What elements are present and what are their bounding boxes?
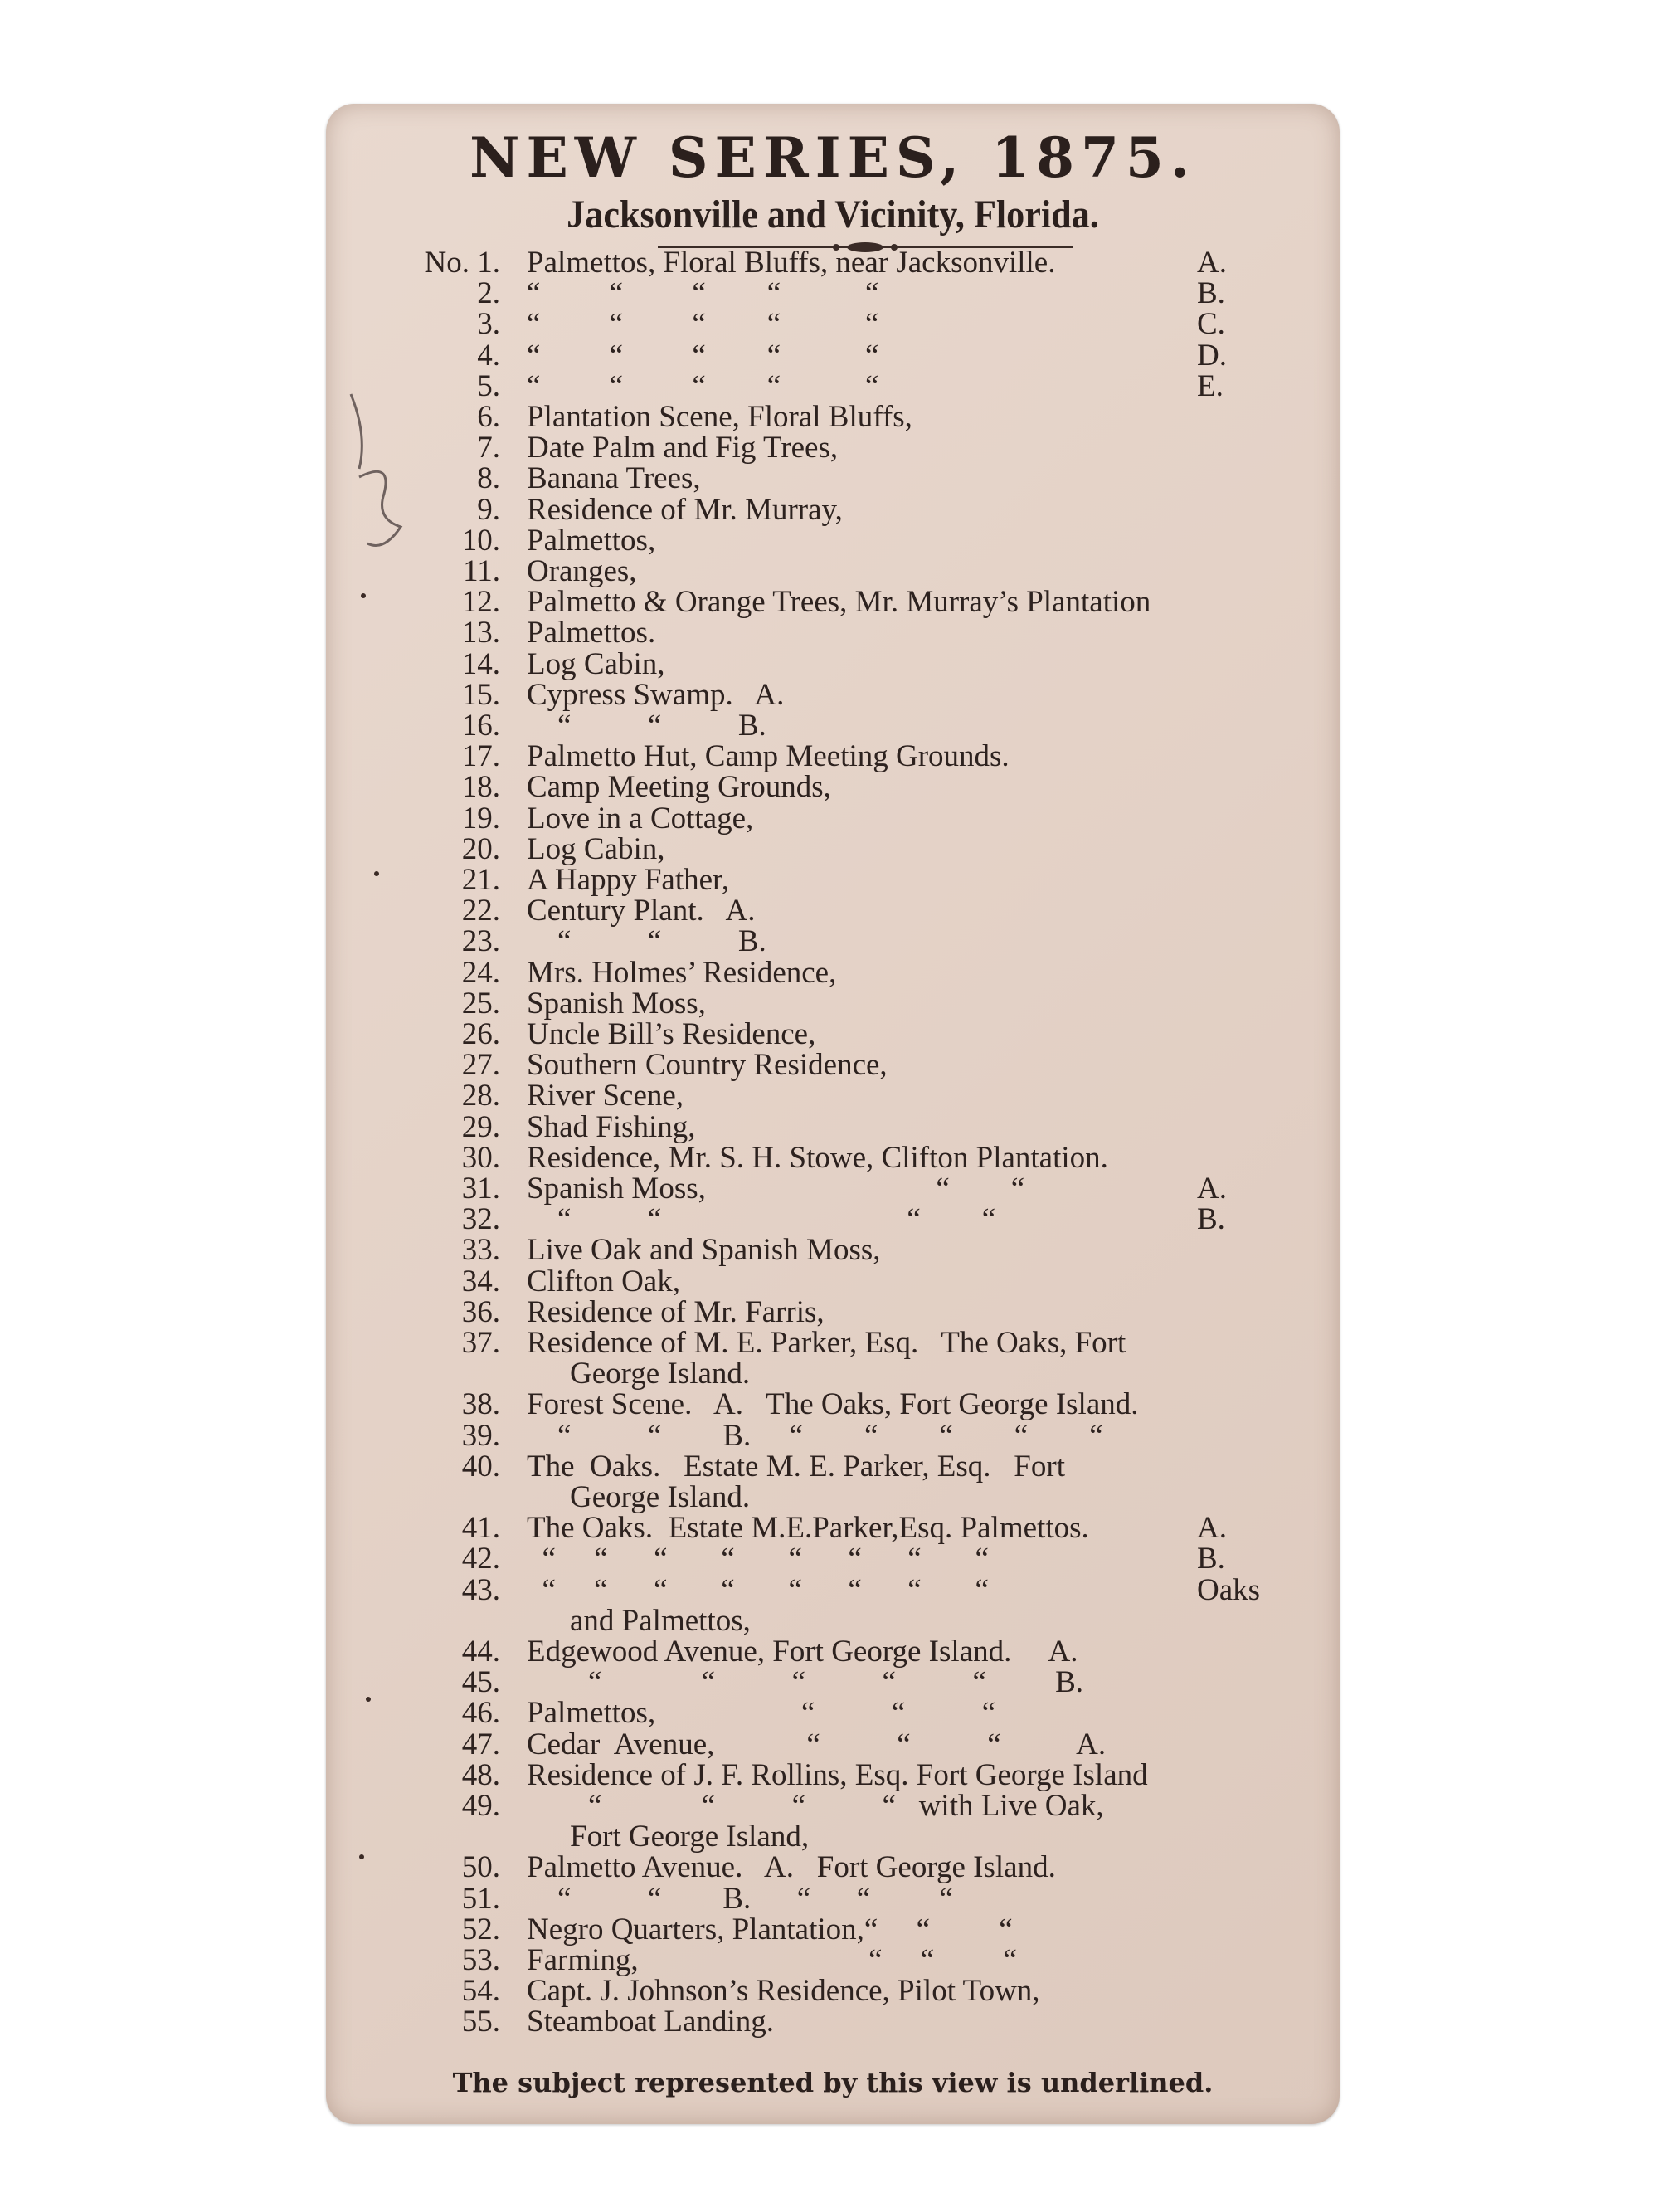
list-entry — [326, 1572, 1340, 1607]
entry-title: Farming, “ “ “ — [527, 1943, 1017, 1977]
list-entry — [326, 769, 1340, 805]
list-entry — [326, 2004, 1340, 2039]
entry-number: 40. — [461, 1449, 500, 1484]
list-entry — [326, 1201, 1340, 1237]
list-entry — [326, 338, 1340, 373]
list-entry — [326, 1294, 1340, 1329]
entry-title: “ “ “ “ “ — [527, 338, 879, 373]
entry-title: Clifton Oak, — [527, 1264, 680, 1298]
entry-title: Residence of J. F. Rollins, Esq. Fort George Island — [527, 1757, 1148, 1792]
entry-number: 45. — [461, 1665, 500, 1700]
list-entry — [326, 1016, 1340, 1051]
entry-title: “ “ B. — [527, 924, 766, 959]
list-entry — [326, 1973, 1340, 2009]
entry-number: 14. — [461, 646, 500, 681]
entry-title: “ “ “ “ “ — [527, 276, 879, 311]
list-entry — [326, 1325, 1340, 1360]
list-entry-continuation — [326, 1819, 1340, 1854]
entry-title: Forest Scene. A. The Oaks, Fort George Island. — [527, 1387, 1139, 1422]
entry-number: 8. — [477, 461, 500, 496]
entry-number: 42. — [461, 1542, 500, 1576]
entry-title: Palmettos, “ “ “ — [527, 1696, 996, 1731]
entry-variant: E. — [1197, 368, 1224, 403]
list-entry — [326, 1541, 1340, 1576]
series-subtitle: Jacksonville and Vicinity, Florida. — [567, 192, 1099, 236]
entry-title: Palmettos, — [527, 523, 656, 558]
footer-note: The subject represented by this view is underlined. — [452, 2067, 1214, 2098]
entry-title: “ “ “ “ “ — [527, 307, 879, 342]
entry-title: Palmetto Hut, Camp Meeting Grounds. — [527, 739, 1010, 774]
entry-number: 37. — [461, 1326, 500, 1360]
list-entry — [326, 1881, 1340, 1916]
entry-title: River Scene, — [527, 1079, 684, 1113]
list-entry — [326, 738, 1340, 774]
entry-title: Cypress Swamp. A. — [527, 677, 785, 712]
entry-title: “ “ “ “ — [527, 1202, 996, 1237]
entry-continuation: Fort George Island, — [570, 1820, 810, 1854]
entry-number: 22. — [461, 894, 500, 928]
list-entry — [326, 1942, 1340, 1977]
entry-number: 41. — [461, 1511, 500, 1546]
list-entry — [326, 615, 1340, 650]
entry-number: 30. — [461, 1140, 500, 1175]
entry-number: 4. — [477, 338, 500, 373]
list-entry-continuation — [326, 1603, 1340, 1638]
list-entry — [326, 1510, 1340, 1546]
list-entry — [326, 1047, 1340, 1083]
entry-title: Palmettos, Floral Bluffs, near Jacksonville. — [527, 246, 1056, 280]
list-entry — [326, 1664, 1340, 1700]
entry-number: 55. — [461, 2005, 500, 2039]
list-entry — [326, 399, 1340, 434]
entry-number: 24. — [461, 955, 500, 990]
entry-number: 36. — [461, 1294, 500, 1329]
entry-number: 15. — [461, 677, 500, 712]
list-entry — [326, 368, 1340, 403]
foxing-spot — [366, 1697, 371, 1702]
entry-number: 12. — [461, 585, 500, 620]
entry-number: 28. — [461, 1079, 500, 1113]
list-entry — [326, 1849, 1340, 1885]
entry-number: 51. — [461, 1881, 500, 1916]
entry-variant: C. — [1197, 307, 1225, 342]
entry-title: Palmettos. — [527, 616, 656, 650]
entry-number: 16. — [461, 709, 500, 743]
entry-number: 21. — [461, 863, 500, 897]
list-entry — [326, 430, 1340, 465]
entry-title: Residence, Mr. S. H. Stowe, Clifton Plantation. — [527, 1140, 1108, 1175]
list-entry — [326, 831, 1340, 866]
entry-title: “ “ “ “ with Live Oak, — [527, 1789, 1104, 1823]
entry-number: 11. — [463, 554, 500, 588]
entry-title: Residence of M. E. Parker, Esq. The Oaks, Fort — [527, 1326, 1126, 1360]
entry-title: Log Cabin, — [527, 646, 665, 681]
entry-variant: B. — [1197, 276, 1225, 311]
entry-title: The Oaks. Estate M.E.Parker,Esq. Palmettos. — [527, 1511, 1089, 1546]
entry-title: Banana Trees, — [527, 461, 701, 496]
entry-title: Palmetto & Orange Trees, Mr. Murray’s Plantation — [527, 585, 1151, 620]
entry-number: 6. — [477, 400, 500, 434]
list-entry — [326, 1140, 1340, 1175]
foxing-spot — [359, 1854, 364, 1859]
list-entry-continuation — [326, 1479, 1340, 1514]
list-entry — [326, 893, 1340, 928]
entry-number: 31. — [461, 1172, 500, 1206]
entry-title: Date Palm and Fig Trees, — [527, 431, 839, 465]
entry-title: Uncle Bill’s Residence, — [527, 1017, 816, 1051]
list-entry — [326, 1757, 1340, 1792]
entry-number: 44. — [461, 1635, 500, 1669]
list-entry — [326, 1912, 1340, 1946]
list-entry — [326, 1171, 1340, 1206]
entry-title: “ “ “ “ “ “ “ “ — [527, 1542, 989, 1576]
entry-variant: B. — [1197, 1202, 1225, 1237]
entry-number: 32. — [461, 1202, 500, 1237]
entry-number: 17. — [461, 739, 500, 774]
entry-number: 13. — [461, 616, 500, 650]
entry-title: “ “ B. “ “ “ “ “ — [527, 1418, 1103, 1453]
entry-variant: A. — [1197, 1511, 1227, 1546]
entry-title: Edgewood Avenue, Fort George Island. A. — [527, 1635, 1078, 1669]
list-entry — [326, 306, 1340, 342]
entry-number: 52. — [461, 1912, 500, 1946]
list-entry — [326, 955, 1340, 990]
entry-number: 27. — [461, 1048, 500, 1083]
entry-continuation: and Palmettos, — [570, 1603, 751, 1638]
entry-title: Palmetto Avenue. A. Fort George Island. — [527, 1850, 1056, 1885]
list-entry — [326, 1232, 1340, 1268]
entry-number: 39. — [461, 1418, 500, 1453]
entry-title: Capt. J. Johnson’s Residence, Pilot Town, — [527, 1974, 1040, 2009]
list-entry — [326, 923, 1340, 959]
entry-title: Love in a Cottage, — [527, 801, 754, 836]
list-entry — [326, 862, 1340, 897]
entry-number: 2. — [477, 276, 500, 311]
entry-continuation: George Island. — [570, 1480, 751, 1514]
list-entry — [326, 1078, 1340, 1113]
list-entry — [326, 708, 1340, 743]
entry-title: Steamboat Landing. — [527, 2005, 774, 2039]
list-entry — [326, 1418, 1340, 1453]
entry-title: Spanish Moss, “ “ — [527, 1172, 1025, 1206]
entry-number: 38. — [461, 1387, 500, 1422]
entry-title: Log Cabin, — [527, 831, 665, 866]
list-entry — [326, 801, 1340, 836]
entry-number: 3. — [477, 307, 500, 342]
list-entry — [326, 553, 1340, 588]
entry-title: “ “ “ “ “ — [527, 368, 879, 403]
list-entry — [326, 1634, 1340, 1669]
entry-number: 18. — [461, 770, 500, 805]
entry-title: Residence of Mr. Farris, — [527, 1294, 825, 1329]
list-entry — [326, 677, 1340, 712]
entry-title: Negro Quarters, Plantation,“ “ “ — [527, 1912, 1013, 1946]
entry-number: 20. — [461, 831, 500, 866]
list-entry-continuation — [326, 1356, 1340, 1391]
list-entry — [326, 1727, 1340, 1761]
list-entry — [326, 1109, 1340, 1144]
entry-title: “ “ B. “ “ “ — [527, 1881, 953, 1916]
entry-variant: D. — [1197, 338, 1227, 373]
entry-title: Residence of Mr. Murray, — [527, 492, 843, 527]
list-entry — [326, 460, 1340, 496]
entry-number: 49. — [461, 1789, 500, 1823]
entry-title: Camp Meeting Grounds, — [527, 770, 831, 805]
entry-number: No. 1. — [424, 246, 500, 280]
entry-number: 50. — [461, 1850, 500, 1885]
list-entry — [326, 245, 1340, 280]
entry-title: Plantation Scene, Floral Bluffs, — [527, 400, 912, 434]
list-entry — [326, 523, 1340, 558]
entry-number: 46. — [461, 1696, 500, 1731]
entry-number: 26. — [461, 1017, 500, 1051]
list-entry — [326, 1788, 1340, 1823]
list-entry — [326, 646, 1340, 681]
entry-title: “ “ “ “ “ B. — [527, 1665, 1084, 1700]
list-entry — [326, 1449, 1340, 1484]
foxing-spot — [361, 593, 366, 598]
list-entry — [326, 275, 1340, 311]
list-entry — [326, 1386, 1340, 1422]
entry-title: Mrs. Holmes’ Residence, — [527, 955, 837, 990]
list-entry — [326, 986, 1340, 1021]
entry-number: 29. — [461, 1109, 500, 1144]
entry-number: 19. — [461, 801, 500, 836]
entry-continuation: George Island. — [570, 1357, 751, 1391]
entry-title: The Oaks. Estate M. E. Parker, Esq. Fort — [527, 1449, 1065, 1484]
series-title: NEW SERIES, 1875. — [469, 125, 1196, 190]
entry-number: 34. — [461, 1264, 500, 1298]
list-entry — [326, 1695, 1340, 1731]
entry-title: “ “ “ “ “ “ “ “ — [527, 1572, 989, 1607]
entry-number: 53. — [461, 1943, 500, 1977]
entry-number: 10. — [461, 523, 500, 558]
entry-title: Southern Country Residence, — [527, 1048, 888, 1083]
list-entry — [326, 1264, 1340, 1298]
entry-variant: B. — [1197, 1542, 1225, 1576]
entry-variant: A. — [1197, 246, 1227, 280]
entry-number: 47. — [461, 1727, 500, 1761]
foxing-spot — [374, 871, 379, 876]
list-entry — [326, 492, 1340, 527]
entry-number: 33. — [461, 1233, 500, 1268]
entry-number: 5. — [477, 368, 500, 403]
entry-title: Shad Fishing, — [527, 1109, 696, 1144]
entry-title: A Happy Father, — [527, 863, 730, 897]
entry-title: Century Plant. A. — [527, 894, 756, 928]
entry-title: Spanish Moss, — [527, 986, 706, 1021]
entry-number: 23. — [461, 924, 500, 959]
entry-number: 54. — [461, 1974, 500, 2009]
entry-title: Oranges, — [527, 554, 637, 588]
entry-title: Live Oak and Spanish Moss, — [527, 1233, 881, 1268]
stereoview-back-card — [326, 104, 1340, 2124]
entry-number: 7. — [477, 431, 500, 465]
entry-number: 48. — [461, 1757, 500, 1792]
entry-number: 25. — [461, 986, 500, 1021]
entry-number: 9. — [477, 492, 500, 527]
entry-title: Cedar Avenue, “ “ “ A. — [527, 1727, 1107, 1761]
entry-number: 43. — [461, 1572, 500, 1607]
entry-variant: Oaks — [1197, 1572, 1261, 1607]
entry-variant: A. — [1197, 1172, 1227, 1206]
list-entry — [326, 584, 1340, 620]
entry-title: “ “ B. — [527, 709, 766, 743]
